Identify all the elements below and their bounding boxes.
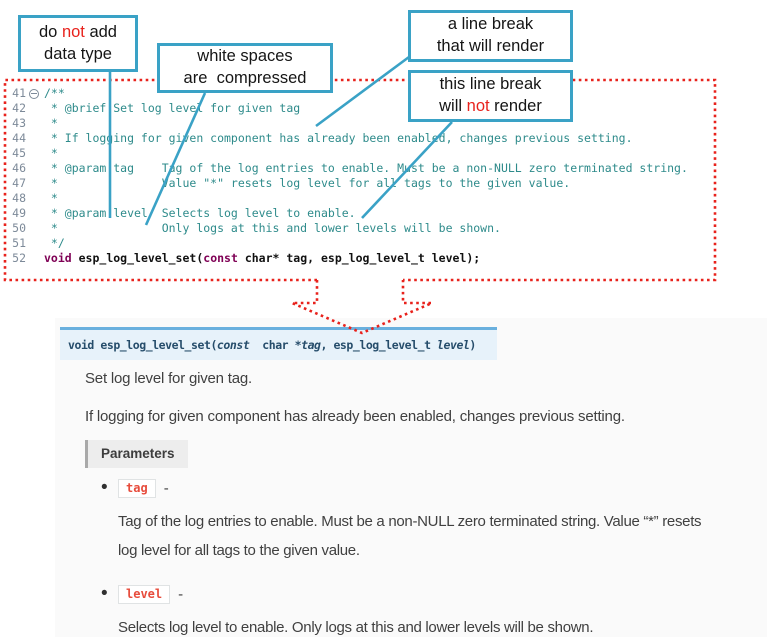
line-number: 48 xyxy=(12,191,26,205)
code-line xyxy=(8,86,688,101)
line-number: 47 xyxy=(12,176,26,190)
line-number: 44 xyxy=(12,131,26,145)
fold-slot-empty xyxy=(26,116,42,131)
parameters-list xyxy=(118,478,718,637)
line-number: 42 xyxy=(12,101,26,115)
line-number: 41 xyxy=(12,86,26,100)
fold-slot-empty xyxy=(26,131,42,146)
fold-slot-empty xyxy=(26,251,42,266)
parameter-item xyxy=(118,584,718,637)
signature-segment-em: tag xyxy=(301,338,321,352)
parameter-description: Selects log level to enable. Only logs at this and lower levels will be shown. xyxy=(118,619,594,636)
code-lines xyxy=(8,86,688,266)
parameter-description: Tag of the log entries to enable. Must be a non-NULL zero terminated string. Value “*” resets log level for all tags to the given value. xyxy=(118,513,702,559)
callout-line: do not add xyxy=(39,22,117,41)
fold-slot-empty xyxy=(26,191,42,206)
signature-segment-plain: ( xyxy=(210,338,217,352)
callout-line: white spaces xyxy=(197,47,293,66)
callout-line: this line break xyxy=(439,75,542,94)
line-number: 50 xyxy=(12,221,26,235)
callout-line: are compressed xyxy=(183,69,307,87)
line-number: 43 xyxy=(12,116,26,130)
callout-no-datatype xyxy=(18,15,138,72)
code-text xyxy=(42,161,688,176)
parameter-name-chip: • tag xyxy=(118,479,156,498)
line-number: 46 xyxy=(12,161,26,175)
line-number: 51 xyxy=(12,236,26,250)
code-text xyxy=(42,116,58,131)
code-segment-comment: * @brief Set log level for given tag xyxy=(44,101,301,115)
code-line xyxy=(8,146,688,161)
code-text xyxy=(42,176,570,191)
code-segment-code: char* tag, esp_log_level_t level); xyxy=(237,251,481,265)
parameter-name-row xyxy=(118,584,718,605)
signature-segment-em: level xyxy=(437,338,470,352)
code-segment-comment: * xyxy=(44,191,58,205)
code-text xyxy=(42,86,65,101)
fold-slot-empty xyxy=(26,161,42,176)
signature-segment-em: const xyxy=(216,338,250,352)
code-segment-comment: * xyxy=(44,116,58,130)
parameter-name-chip: • level xyxy=(118,585,170,604)
fold-slot-empty xyxy=(26,236,42,251)
fold-icon[interactable] xyxy=(26,86,42,101)
line-number: 52 xyxy=(12,251,26,265)
fold-slot-empty xyxy=(26,221,42,236)
documentation-panel xyxy=(55,318,767,637)
code-segment-comment: * @param tag Tag of the log entries to enable. Must be a non-NULL zero terminated string. xyxy=(44,161,688,175)
code-line xyxy=(8,206,688,221)
code-line xyxy=(8,161,688,176)
fold-slot-empty xyxy=(26,206,42,221)
code-text xyxy=(42,206,356,221)
code-segment-comment: * Value "*" resets log level for all tags to the given value. xyxy=(44,176,571,190)
parameter-separator: - xyxy=(178,586,184,603)
code-line xyxy=(8,236,688,251)
code-text xyxy=(42,191,58,206)
code-editor[interactable] xyxy=(8,86,688,266)
fold-slot-empty xyxy=(26,146,42,161)
callout-line-break-not-render xyxy=(408,70,573,122)
code-line xyxy=(8,191,688,206)
code-line xyxy=(8,131,688,146)
signature-segment-plain: ) xyxy=(469,338,476,352)
callout-line: data type xyxy=(44,44,112,63)
line-number: 45 xyxy=(12,146,26,160)
code-segment-comment: * If logging for given component has already been enabled, changes previous setting. xyxy=(44,131,633,145)
code-line xyxy=(8,251,688,266)
code-segment-keyword: const xyxy=(203,251,238,265)
callout-line: that will render xyxy=(436,37,545,55)
doc-paragraph-brief: Set log level for given tag. xyxy=(85,370,253,387)
code-line xyxy=(8,176,688,191)
fold-slot-empty xyxy=(26,176,42,191)
parameters-header: Parameters xyxy=(85,440,188,468)
line-number: 49 xyxy=(12,206,26,220)
signature-segment-plain: , esp_log_level_t xyxy=(320,338,438,352)
code-line xyxy=(8,101,688,116)
callout-line: a line break xyxy=(447,15,534,34)
code-segment-code: esp_log_level_set( xyxy=(71,251,204,265)
parameter-name-row xyxy=(118,478,718,499)
callout-whitespace-compressed xyxy=(157,43,333,93)
code-segment-keyword: void xyxy=(44,251,72,265)
code-segment-comment: * xyxy=(44,146,58,160)
signature-segment-plain: char * xyxy=(249,338,302,352)
code-segment-comment: /** xyxy=(44,86,65,100)
fold-minus-icon xyxy=(29,89,39,99)
code-line xyxy=(8,221,688,236)
code-text xyxy=(42,146,58,161)
fold-slot-empty xyxy=(26,101,42,116)
code-text xyxy=(42,101,300,116)
doc-paragraph-detail: If logging for given component has already been enabled, changes previous setting. xyxy=(85,408,625,425)
code-text xyxy=(42,221,501,236)
code-segment-comment: * Only logs at this and lower levels will be shown. xyxy=(44,221,501,235)
code-text xyxy=(42,251,480,266)
code-segment-comment: */ xyxy=(44,236,65,250)
parameter-item xyxy=(118,478,718,565)
callout-line-break-renders xyxy=(408,10,573,62)
code-segment-comment: * @param level Selects log level to enable. xyxy=(44,206,356,220)
signature-segment-name: esp_log_level_set xyxy=(100,338,211,352)
signature-segment-plain: void xyxy=(68,338,101,352)
code-text xyxy=(42,236,65,251)
parameter-separator: - xyxy=(163,480,169,497)
function-signature xyxy=(60,327,497,360)
code-line xyxy=(8,116,688,131)
callout-line: will not render xyxy=(439,97,542,115)
code-text xyxy=(42,131,633,146)
